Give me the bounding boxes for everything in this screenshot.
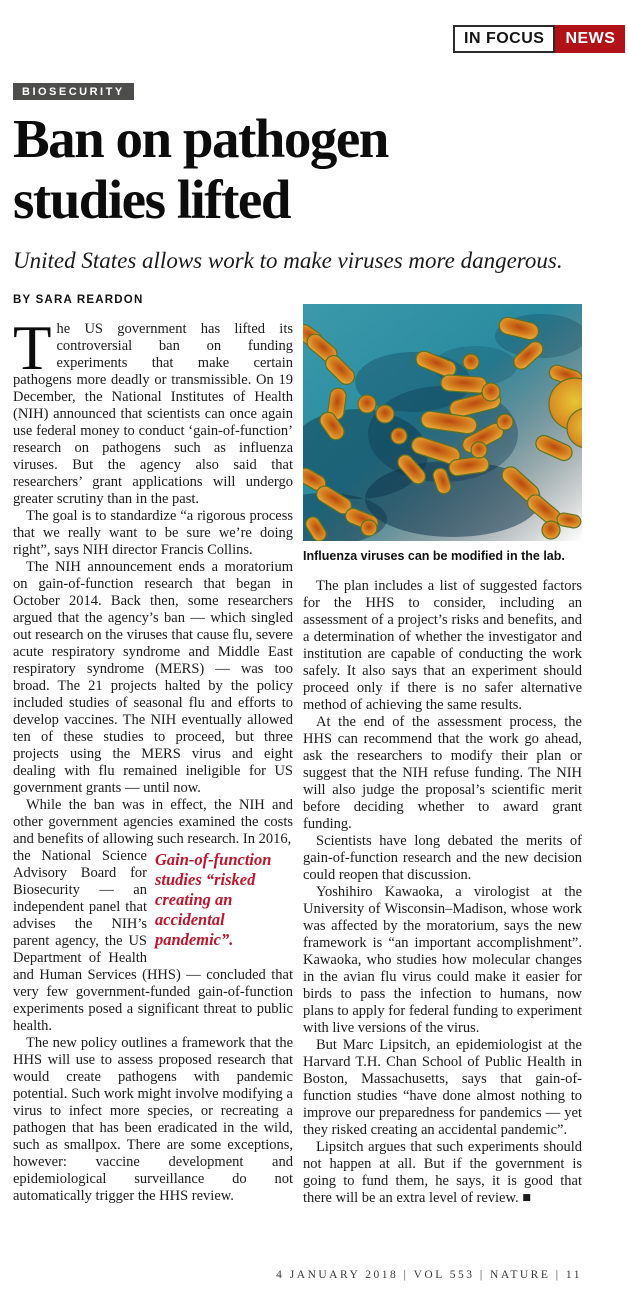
body-paragraph: While the ban was in effect, the NIH and other government agencies examined the costs and benefits of allowing such research. In 2016, xyxy=(13,797,293,847)
drop-cap: T xyxy=(13,313,52,383)
paragraph-text: he US government has lifted its controversial ban on funding experiments that make certain pathogens more deadly or transmissible. On 19 December, the National Institutes of Health (NIH) announced that scientists can once again use federal money to conduct ‘gain-of-function’ research on pathogens such as influenza viruses. But the agency also said that researchers’ grant applications will undergo greater scrutiny than in the past. xyxy=(13,321,293,507)
kicker-biosecurity: BIOSECURITY xyxy=(13,83,134,100)
influenza-micrograph-photo xyxy=(303,304,582,541)
left-column xyxy=(13,294,293,1207)
pull-quote: Gain-of-function studies “risked creating an accidental pandemic”. xyxy=(155,850,272,949)
section-badge xyxy=(453,25,625,53)
byline: BY SARA REARDON xyxy=(13,294,144,306)
body-paragraph: At the end of the assessment process, the HHS can recommend that the work go ahead, ask the researchers to modify their plan or suggest that the NIH refuse funding. The NIH will also judge the proposal’s scientific merit before deciding whether to award grant funding. xyxy=(303,714,582,832)
body-paragraph: The NIH announcement ends a moratorium on gain-of-function research that began in October 2014. Back then, some researchers argued that the agency’s ban — which singled out research on the viruses that cause flu, severe acute respiratory syndrome and Middle East respiratory syndrome (MERS) — was too broad. The 21 projects halted by the policy included studies of seasonal flu and efforts to develop vaccines. The NIH eventually allowed ten of these studies to proceed, but three projects using the MERS virus and eight dealing with flu remained ineligible for US government grants — until now. xyxy=(13,559,293,796)
headline-line-1: Ban on pathogen xyxy=(13,108,388,169)
standfirst: United States allows work to make viruses more dangerous. xyxy=(13,248,563,273)
body-paragraph: The plan includes a list of suggested factors for the HHS to consider, including an assessment of a project’s risks and benefits, and a determination of whether the investigator and institution are capable of conducting the work safely. It also says that an experiment should proceed only if there is no safer alternative method of achieving the same results. xyxy=(303,578,582,713)
paragraph-text: the National Science Advisory Board for Biosecurity — an independent panel that advises the NIH’s parent agency, the US Department of Health and Human Services (HHS) — concluded that very few government-funded gain-of-function experiments posed a significant threat to public health. xyxy=(13,848,293,1034)
in-focus-label: IN FOCUS xyxy=(453,25,555,53)
right-column xyxy=(303,294,582,1207)
photo-caption: Influenza viruses can be modified in the lab. xyxy=(303,549,565,563)
body-paragraph: Lipsitch argues that such experiments should not happen at all. But if the government is going to fund them, he says, it is good that there will be an extra level of review. ■ xyxy=(303,1139,582,1206)
body-paragraph: Scientists have long debated the merits of gain-of-function research and the new decision could reopen that discussion. xyxy=(303,833,582,883)
body-paragraph xyxy=(13,313,293,508)
page-title xyxy=(13,108,582,230)
article-columns xyxy=(13,294,582,1207)
body-paragraph: But Marc Lipsitch, an epidemiologist at the Harvard T.H. Chan School of Public Health in Boston, Massachusetts, says that gain-of-function studies “have done almost nothing to improve our preparedness for pandemics — yet they risked creating an accidental pandemic”. xyxy=(303,1037,582,1138)
news-label: NEWS xyxy=(555,25,625,53)
body-paragraph: The new policy outlines a framework that the HHS will use to assess proposed research that would create pathogens with pandemic potential. Such work might involve modifying a virus to infect more species, or recreating a pathogen that has been eradicated in the wild, such as smallpox. There are some exceptions, however: vaccine development and epidemiological surveillance do not automatically trigger the HHS review. xyxy=(13,1035,293,1204)
body-paragraph: Yoshihiro Kawaoka, a virologist at the University of Wisconsin–Madison, whose work was affected by the moratorium, says the new framework is “an important accomplishment”. Kawaoka, who studies how molecular changes in the avian flu virus could make it easier for birds to pass the infection to humans, now plans to apply for federal funding to experiment with live versions of the virus. xyxy=(303,884,582,1036)
body-paragraph: The goal is to standardize “a rigorous process that we really want to be sure we’re doing right”, says NIH director Francis Collins. xyxy=(13,508,293,558)
page-footer-folio: 4 JANUARY 2018 | VOL 553 | NATURE | 11 xyxy=(276,1269,582,1281)
body-paragraph-with-pullquote xyxy=(13,848,293,1035)
headline-line-2: studies lifted xyxy=(13,169,290,230)
